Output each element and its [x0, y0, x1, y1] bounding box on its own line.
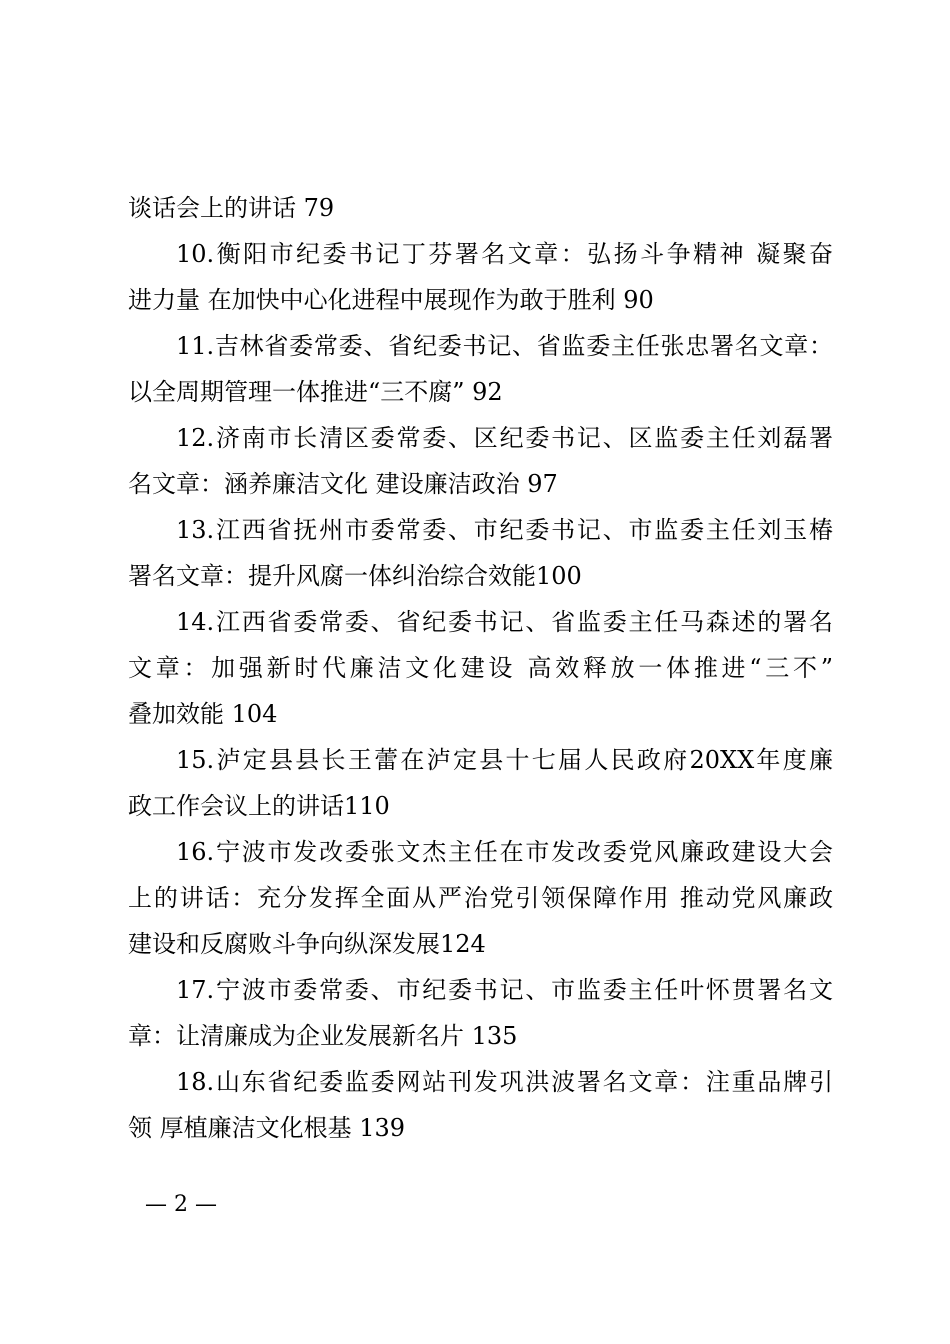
toc-line: 署名文章：提升风腐一体纠治综合效能100 — [128, 562, 582, 590]
toc-line: 13.江西省抚州市委常委、市纪委书记、市监委主任刘玉椿 — [176, 516, 833, 544]
toc-line: 17.宁波市委常委、市纪委书记、市监委主任叶怀贯署名文 — [176, 976, 833, 1004]
toc-line: 文章：加强新时代廉洁文化建设 高效释放一体推进“三不” — [128, 654, 833, 682]
toc-line: 16.宁波市发改委张文杰主任在市发改委党风廉政建设大会 — [176, 838, 833, 866]
toc-line: 领 厚植廉洁文化根基 139 — [128, 1114, 406, 1142]
toc-line: 上的讲话：充分发挥全面从严治党引领保障作用 推动党风廉政 — [128, 884, 833, 912]
toc-line: 政工作会议上的讲话110 — [128, 792, 390, 820]
toc-line: 18.山东省纪委监委网站刊发巩洪波署名文章：注重品牌引 — [176, 1068, 833, 1096]
page-number: — 2 — — [145, 1192, 217, 1217]
toc-line: 叠加效能 104 — [128, 700, 278, 728]
toc-line: 进力量 在加快中心化进程中展现作为敢于胜利 90 — [128, 286, 654, 314]
toc-body — [128, 185, 833, 1151]
toc-line: 15.泸定县县长王蕾在泸定县十七届人民政府20XX年度廉 — [176, 746, 833, 774]
toc-line: 谈话会上的讲话 79 — [128, 194, 335, 222]
toc-line: 10.衡阳市纪委书记丁芬署名文章：弘扬斗争精神 凝聚奋 — [176, 240, 833, 268]
toc-line: 名文章：涵养廉洁文化 建设廉洁政治 97 — [128, 470, 558, 498]
toc-line: 14.江西省委常委、省纪委书记、省监委主任马森述的署名 — [176, 608, 833, 636]
toc-line: 以全周期管理一体推进“三不腐” 92 — [128, 378, 503, 406]
toc-line: 建设和反腐败斗争向纵深发展124 — [128, 930, 486, 958]
toc-line: 11.吉林省委常委、省纪委书记、省监委主任张忠署名文章： — [176, 332, 833, 360]
toc-line: 章：让清廉成为企业发展新名片 135 — [128, 1022, 518, 1050]
toc-line: 12.济南市长清区委常委、区纪委书记、区监委主任刘磊署 — [176, 424, 833, 452]
